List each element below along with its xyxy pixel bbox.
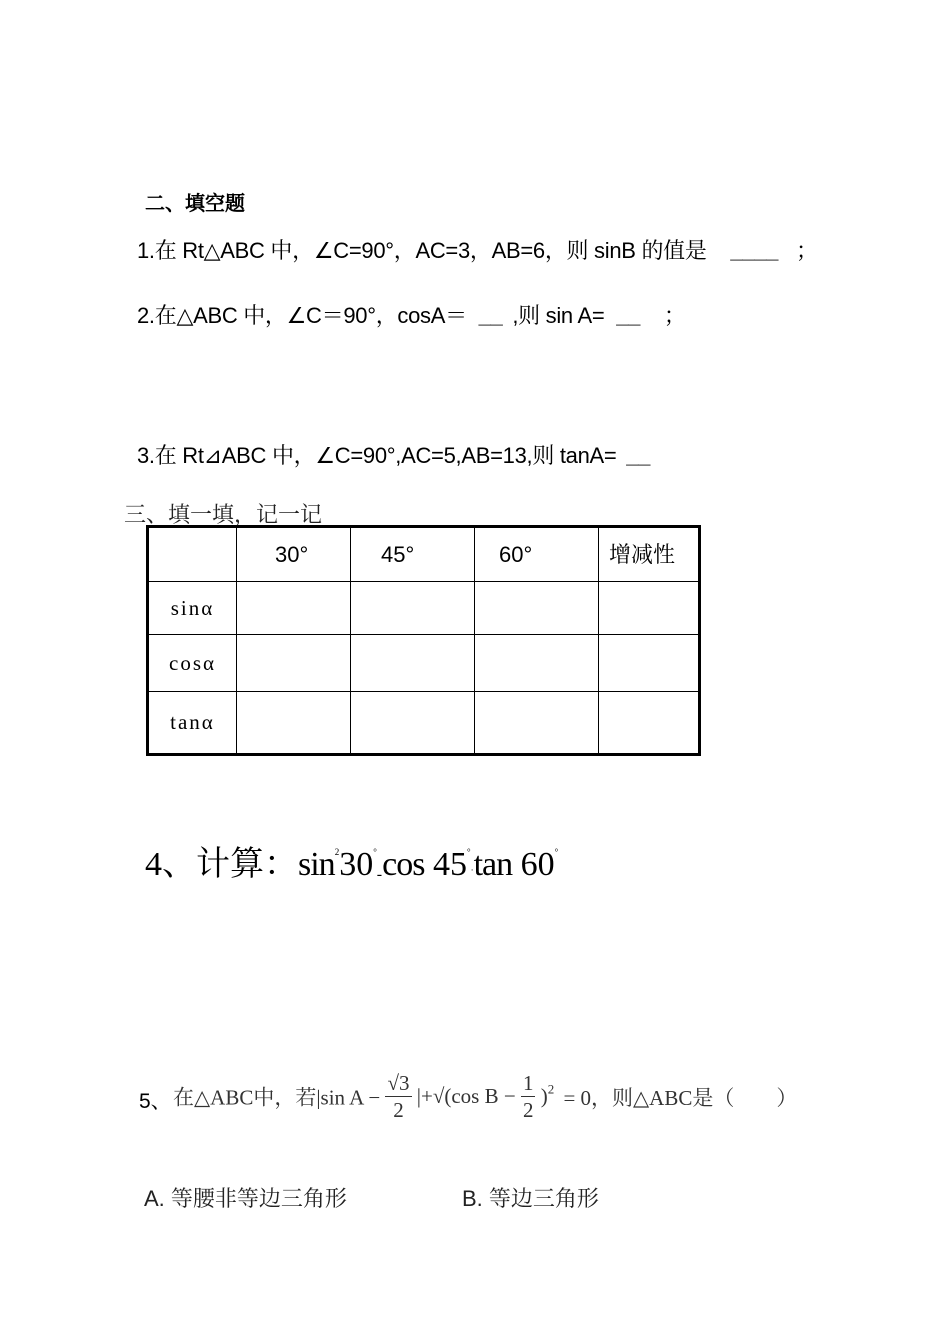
table-cell[interactable]	[237, 635, 351, 692]
table-cell[interactable]	[237, 692, 351, 755]
question-3-blank[interactable]: __	[626, 443, 651, 468]
table-cell[interactable]	[475, 582, 599, 635]
section-heading-fill-in: 二、填空题	[145, 193, 245, 215]
question-4-tan: tan	[473, 846, 513, 883]
question-5	[173, 1070, 797, 1145]
question-4-dot: ·	[470, 865, 474, 875]
question-4	[145, 836, 558, 885]
table-header-45: 45°	[351, 527, 475, 582]
fraction-numerator: 1	[522, 1071, 534, 1095]
table-cell[interactable]	[599, 635, 700, 692]
table-cell[interactable]	[351, 635, 475, 692]
table-header-cell	[148, 527, 237, 582]
question-2-text-b: ,则 sin A=	[512, 303, 605, 328]
question-4-angle-45: 45	[432, 846, 467, 883]
question-1	[137, 234, 818, 265]
table-row	[148, 692, 700, 755]
row-label-sin: sinα	[148, 582, 237, 635]
question-5-exponent: 2	[547, 1081, 555, 1097]
question-4-degree: °	[466, 847, 471, 857]
question-4-degree: °	[373, 847, 377, 857]
table-cell[interactable]	[237, 582, 351, 635]
question-4-prefix: 4、计算：	[145, 846, 298, 883]
table-cell[interactable]	[351, 692, 475, 755]
table-cell[interactable]	[599, 582, 700, 635]
question-4-sin-exponent: 2	[334, 847, 340, 857]
question-2-text-a: 2.在△ABC 中，∠C＝90°，cosA＝	[137, 303, 467, 328]
question-1-text: 1.在 Rt△ABC 中，∠C=90°，AC=3，AB=6，则 sinB 的值是	[137, 238, 707, 263]
question-5-number: 5、	[139, 1090, 172, 1113]
question-3-text: 3.在 Rt⊿ABC 中，∠C=90°,AC=5,AB=13,则 tanA=	[137, 443, 617, 468]
table-header-monotonicity: 增减性	[599, 527, 700, 582]
fraction-denominator: 2	[522, 1098, 534, 1122]
question-3	[137, 439, 650, 470]
question-4-sin: sin	[298, 846, 335, 883]
table-cell[interactable]	[475, 635, 599, 692]
table-cell[interactable]	[599, 692, 700, 755]
option-a[interactable]: A. 等腰非等边三角形	[144, 1186, 347, 1211]
row-label-tan: tanα	[148, 692, 237, 755]
question-2-blank-2[interactable]: __	[616, 303, 641, 328]
fraction-1-over-2	[521, 1070, 536, 1123]
question-4-minus: -	[376, 866, 383, 883]
table-cell[interactable]	[475, 692, 599, 755]
table-header-60: 60°	[475, 527, 599, 582]
question-1-end: ；	[795, 238, 818, 263]
table-header-30: 30°	[237, 527, 351, 582]
fraction-root3-over-2	[385, 1070, 411, 1123]
question-2	[137, 299, 686, 330]
question-4-degree: °	[554, 847, 559, 857]
fraction-numerator: √3	[387, 1071, 410, 1095]
option-b[interactable]: B. 等边三角形	[462, 1186, 599, 1211]
question-5-middle: |+√(cos B −	[416, 1084, 516, 1108]
table-row	[148, 582, 700, 635]
table-cell[interactable]	[351, 582, 475, 635]
question-4-angle-60: 60	[520, 846, 555, 883]
question-5-close-paren: )	[540, 1084, 548, 1108]
table-header-row	[148, 527, 700, 582]
table-row	[148, 635, 700, 692]
question-2-end: ；	[663, 303, 686, 328]
question-4-angle-30: 30	[339, 846, 374, 883]
question-1-blank[interactable]: ____	[730, 238, 779, 263]
section-heading-fill-and-remember: 三、填一填，记一记	[124, 502, 323, 527]
question-5-suffix: = 0，则△ABC是（ ）	[563, 1085, 798, 1110]
fraction-denominator: 2	[393, 1098, 404, 1122]
trig-values-table	[146, 525, 701, 756]
question-2-blank-1[interactable]: __	[478, 303, 503, 328]
question-4-cos: cos	[382, 846, 425, 883]
question-5-prefix: 在△ABC中，若|sin A −	[173, 1085, 381, 1110]
row-label-cos: cosα	[148, 635, 237, 692]
